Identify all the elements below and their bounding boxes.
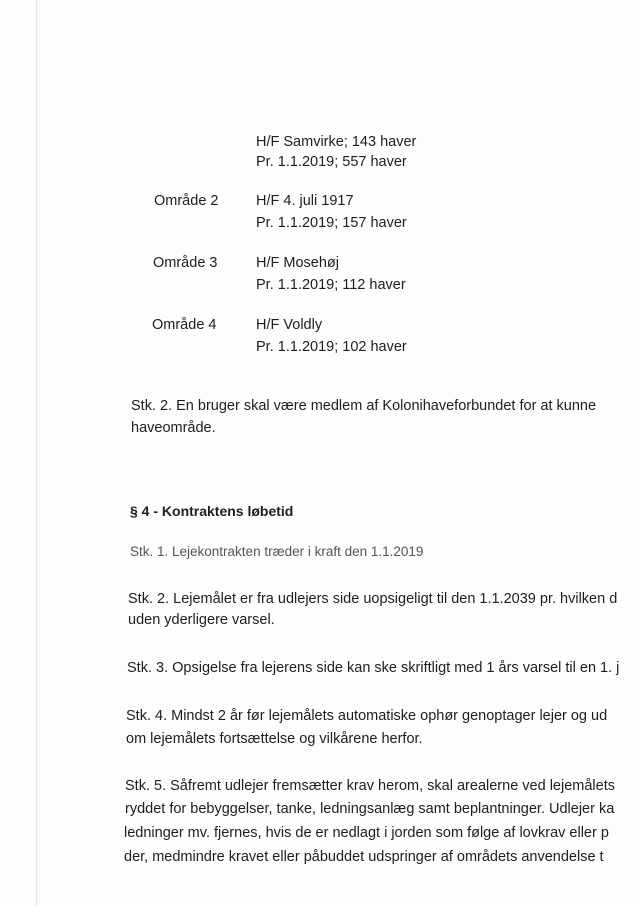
s4-stk2-line-2: uden yderligere varsel. — [128, 612, 275, 628]
s4-stk5-line-4: der, medmindre kravet eller påbuddet udspringer af områdets anvendelse t — [124, 849, 604, 865]
area-1-count: Pr. 1.1.2019; 557 haver — [256, 154, 407, 170]
area-2-count: Pr. 1.1.2019; 157 haver — [256, 215, 407, 231]
s4-stk2-line-1: Stk. 2. Lejemålet er fra udlejers side uopsigeligt til den 1.1.2039 pr. hvilken d — [128, 591, 618, 607]
stk2-line-1: Stk. 2. En bruger skal være medlem af Kolonihaveforbundet for at kunne — [131, 398, 597, 414]
area-4-count: Pr. 1.1.2019; 102 haver — [256, 339, 407, 355]
section-heading: § 4 - Kontraktens løbetid — [130, 503, 294, 519]
s4-stk5-line-3: ledninger mv. fjernes, hvis de er nedlagt i jorden som følge af lovkrav eller p — [124, 825, 609, 841]
area-2-name: H/F 4. juli 1917 — [256, 193, 354, 209]
s4-stk5-line-2: ryddet for bebyggelser, tanke, ledningsanlæg samt beplantninger. Udlejer ka — [125, 801, 615, 817]
s4-stk4-line-2: om lejemålets fortsættelse og vilkårene herfor. — [126, 731, 423, 747]
scan-margin-line — [36, 0, 37, 906]
area-3-count: Pr. 1.1.2019; 112 haver — [256, 277, 406, 293]
area-3-name: H/F Mosehøj — [256, 255, 339, 271]
area-3-label: Område 3 — [153, 255, 218, 271]
s4-stk3: Stk. 3. Opsigelse fra lejerens side kan ske skriftligt med 1 års varsel til en 1. j — [127, 660, 620, 676]
s4-stk4-line-1: Stk. 4. Mindst 2 år før lejemålets automatiske ophør genoptager lejer og ud — [126, 708, 608, 724]
stk2-line-2: haveområde. — [131, 420, 216, 436]
s4-stk1: Stk. 1. Lejekontrakten træder i kraft den 1.1.2019 — [130, 544, 424, 559]
s4-stk5-line-1: Stk. 5. Såfremt udlejer fremsætter krav herom, skal arealerne ved lejemålets — [125, 778, 615, 794]
area-1-name: H/F Samvirke; 143 haver — [256, 134, 417, 150]
area-4-name: H/F Voldly — [256, 317, 323, 333]
area-4-label: Område 4 — [152, 317, 217, 333]
area-2-label: Område 2 — [154, 193, 219, 209]
